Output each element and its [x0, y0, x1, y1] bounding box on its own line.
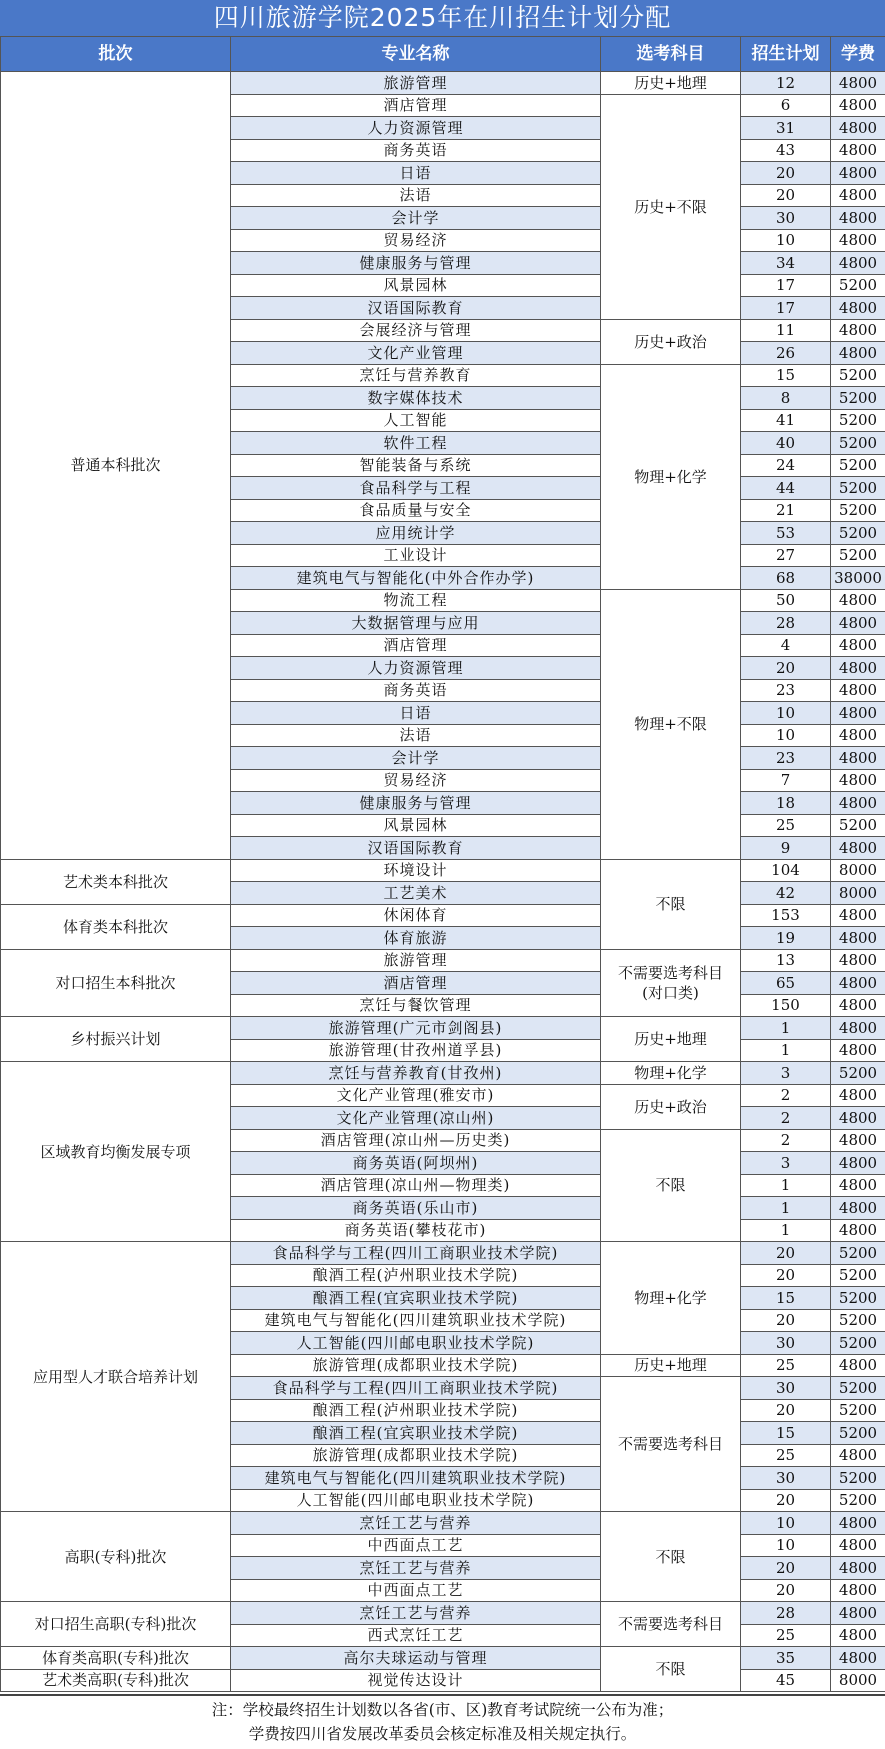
fee-cell: 4800 — [831, 1647, 885, 1670]
plan-cell: 31 — [741, 117, 831, 140]
subject-cell: 历史+政治 — [601, 1084, 741, 1129]
batch-cell: 对口招生高职(专科)批次 — [1, 1602, 231, 1647]
major-cell: 商务英语 — [231, 139, 601, 162]
major-cell: 建筑电气与智能化(四川建筑职业技术学院) — [231, 1309, 601, 1332]
fee-cell: 8000 — [831, 859, 885, 882]
fee-cell: 5200 — [831, 1377, 885, 1400]
plan-cell: 25 — [741, 1354, 831, 1377]
batch-cell: 对口招生本科批次 — [1, 949, 231, 1017]
plan-cell: 6 — [741, 94, 831, 117]
fee-cell: 5200 — [831, 1489, 885, 1512]
header-subject: 选考科目 — [601, 37, 741, 72]
plan-cell: 8 — [741, 387, 831, 410]
major-cell: 烹饪与营养教育 — [231, 364, 601, 387]
footnote — [0, 1694, 885, 1749]
fee-cell: 5200 — [831, 1399, 885, 1422]
fee-cell: 5200 — [831, 454, 885, 477]
major-cell: 智能装备与系统 — [231, 454, 601, 477]
fee-cell: 5200 — [831, 544, 885, 567]
plan-cell: 34 — [741, 252, 831, 275]
major-cell: 食品科学与工程(四川工商职业技术学院) — [231, 1242, 601, 1265]
fee-cell: 4800 — [831, 117, 885, 140]
fee-cell: 4800 — [831, 927, 885, 950]
major-cell: 旅游管理(广元市剑阁县) — [231, 1017, 601, 1040]
major-cell: 会展经济与管理 — [231, 319, 601, 342]
table-row — [1, 1647, 885, 1670]
plan-cell: 1 — [741, 1017, 831, 1040]
subject-cell: 不限 — [601, 1512, 741, 1602]
subject-cell: 不需要选考科目 — [601, 1602, 741, 1647]
plan-cell: 40 — [741, 432, 831, 455]
major-cell: 旅游管理(甘孜州道孚县) — [231, 1039, 601, 1062]
batch-cell: 乡村振兴计划 — [1, 1017, 231, 1062]
plan-cell: 4 — [741, 634, 831, 657]
major-cell: 健康服务与管理 — [231, 792, 601, 815]
major-cell: 环境设计 — [231, 859, 601, 882]
major-cell: 酒店管理 — [231, 972, 601, 995]
fee-cell: 4800 — [831, 747, 885, 770]
plan-cell: 65 — [741, 972, 831, 995]
subject-cell: 不限 — [601, 1129, 741, 1242]
major-cell: 数字媒体技术 — [231, 387, 601, 410]
fee-cell: 4800 — [831, 1602, 885, 1625]
header-major: 专业名称 — [231, 37, 601, 72]
batch-cell: 高职(专科)批次 — [1, 1512, 231, 1602]
fee-cell: 4800 — [831, 1444, 885, 1467]
plan-cell: 28 — [741, 1602, 831, 1625]
major-cell: 食品质量与安全 — [231, 499, 601, 522]
plan-cell: 15 — [741, 1422, 831, 1445]
fee-cell: 4800 — [831, 1084, 885, 1107]
major-cell: 物流工程 — [231, 589, 601, 612]
plan-cell: 27 — [741, 544, 831, 567]
subject-cell: 历史+不限 — [601, 94, 741, 319]
fee-cell: 4800 — [831, 1512, 885, 1535]
plan-cell: 42 — [741, 882, 831, 905]
enrollment-plan-table — [0, 36, 885, 1692]
subject-cell: 历史+政治 — [601, 319, 741, 364]
fee-cell: 5200 — [831, 1467, 885, 1490]
plan-cell: 25 — [741, 1624, 831, 1647]
major-cell: 文化产业管理 — [231, 342, 601, 365]
major-cell: 人力资源管理 — [231, 657, 601, 680]
major-cell: 酿酒工程(泸州职业技术学院) — [231, 1399, 601, 1422]
plan-cell: 30 — [741, 1332, 831, 1355]
fee-cell: 5200 — [831, 387, 885, 410]
fee-cell: 4800 — [831, 1624, 885, 1647]
fee-cell: 5200 — [831, 1287, 885, 1310]
plan-cell: 20 — [741, 184, 831, 207]
major-cell: 烹饪与餐饮管理 — [231, 994, 601, 1017]
table-row — [1, 1062, 885, 1085]
plan-cell: 20 — [741, 1242, 831, 1265]
plan-cell: 1 — [741, 1174, 831, 1197]
major-cell: 商务英语(阿坝州) — [231, 1152, 601, 1175]
plan-cell: 1 — [741, 1197, 831, 1220]
major-cell: 汉语国际教育 — [231, 297, 601, 320]
plan-cell: 9 — [741, 837, 831, 860]
plan-cell: 2 — [741, 1084, 831, 1107]
plan-cell: 2 — [741, 1129, 831, 1152]
plan-cell: 25 — [741, 1444, 831, 1467]
fee-cell: 5200 — [831, 409, 885, 432]
major-cell: 酒店管理 — [231, 94, 601, 117]
fee-cell: 4800 — [831, 702, 885, 725]
major-cell: 法语 — [231, 184, 601, 207]
plan-cell: 18 — [741, 792, 831, 815]
major-cell: 烹饪与营养教育(甘孜州) — [231, 1062, 601, 1085]
plan-cell: 10 — [741, 1534, 831, 1557]
fee-cell: 4800 — [831, 1152, 885, 1175]
plan-cell: 23 — [741, 679, 831, 702]
batch-cell: 艺术类本科批次 — [1, 859, 231, 904]
fee-cell: 4800 — [831, 207, 885, 230]
fee-cell: 4800 — [831, 724, 885, 747]
subject-cell: 历史+地理 — [601, 1017, 741, 1062]
fee-cell: 4800 — [831, 229, 885, 252]
plan-cell: 30 — [741, 1467, 831, 1490]
plan-cell: 10 — [741, 702, 831, 725]
fee-cell: 5200 — [831, 1242, 885, 1265]
plan-cell: 11 — [741, 319, 831, 342]
fee-cell: 5200 — [831, 522, 885, 545]
fee-cell: 38000 — [831, 567, 885, 590]
fee-cell: 4800 — [831, 342, 885, 365]
page-title: 四川旅游学院2025年在川招生计划分配 — [0, 0, 885, 36]
plan-cell: 20 — [741, 162, 831, 185]
plan-cell: 30 — [741, 1377, 831, 1400]
plan-cell: 24 — [741, 454, 831, 477]
footnote-line-2: 学费按四川省发展改革委员会核定标准及相关规定执行。 — [0, 1722, 885, 1746]
fee-cell: 5200 — [831, 477, 885, 500]
fee-cell: 4800 — [831, 297, 885, 320]
major-cell: 人工智能(四川邮电职业技术学院) — [231, 1332, 601, 1355]
fee-cell: 5200 — [831, 814, 885, 837]
table-header-row — [1, 37, 885, 72]
major-cell: 会计学 — [231, 747, 601, 770]
plan-cell: 153 — [741, 904, 831, 927]
plan-cell: 44 — [741, 477, 831, 500]
major-cell: 酿酒工程(泸州职业技术学院) — [231, 1264, 601, 1287]
subject-cell: 历史+地理 — [601, 1354, 741, 1377]
fee-cell: 4800 — [831, 679, 885, 702]
major-cell: 汉语国际教育 — [231, 837, 601, 860]
batch-cell: 应用型人才联合培养计划 — [1, 1242, 231, 1512]
fee-cell: 4800 — [831, 1039, 885, 1062]
plan-cell: 28 — [741, 612, 831, 635]
fee-cell: 5200 — [831, 432, 885, 455]
major-cell: 大数据管理与应用 — [231, 612, 601, 635]
fee-cell: 4800 — [831, 1129, 885, 1152]
subject-cell: 物理+化学 — [601, 1242, 741, 1355]
subject-cell: 不需要选考科目 (对口类) — [601, 949, 741, 1017]
major-cell: 烹饪工艺与营养 — [231, 1512, 601, 1535]
fee-cell: 4800 — [831, 612, 885, 635]
major-cell: 人工智能(四川邮电职业技术学院) — [231, 1489, 601, 1512]
fee-cell: 4800 — [831, 994, 885, 1017]
plan-cell: 26 — [741, 342, 831, 365]
major-cell: 旅游管理(成都职业技术学院) — [231, 1354, 601, 1377]
fee-cell: 5200 — [831, 364, 885, 387]
fee-cell: 5200 — [831, 1062, 885, 1085]
table-row — [1, 1512, 885, 1535]
major-cell: 日语 — [231, 162, 601, 185]
plan-cell: 20 — [741, 1309, 831, 1332]
fee-cell: 4800 — [831, 1354, 885, 1377]
plan-cell: 50 — [741, 589, 831, 612]
fee-cell: 5200 — [831, 1332, 885, 1355]
plan-cell: 23 — [741, 747, 831, 770]
plan-cell: 3 — [741, 1152, 831, 1175]
plan-cell: 35 — [741, 1647, 831, 1670]
major-cell: 烹饪工艺与营养 — [231, 1557, 601, 1580]
major-cell: 中西面点工艺 — [231, 1579, 601, 1602]
major-cell: 西式烹饪工艺 — [231, 1624, 601, 1647]
table-row — [1, 859, 885, 882]
fee-cell: 8000 — [831, 882, 885, 905]
plan-cell: 45 — [741, 1669, 831, 1692]
fee-cell: 4800 — [831, 1534, 885, 1557]
major-cell: 商务英语(攀枝花市) — [231, 1219, 601, 1242]
fee-cell: 8000 — [831, 1669, 885, 1692]
major-cell: 休闲体育 — [231, 904, 601, 927]
subject-cell: 历史+地理 — [601, 72, 741, 95]
fee-cell: 4800 — [831, 792, 885, 815]
table-row — [1, 1017, 885, 1040]
plan-cell: 17 — [741, 297, 831, 320]
major-cell: 旅游管理 — [231, 72, 601, 95]
fee-cell: 4800 — [831, 252, 885, 275]
fee-cell: 5200 — [831, 499, 885, 522]
fee-cell: 5200 — [831, 274, 885, 297]
plan-cell: 10 — [741, 724, 831, 747]
major-cell: 体育旅游 — [231, 927, 601, 950]
major-cell: 人工智能 — [231, 409, 601, 432]
fee-cell: 4800 — [831, 184, 885, 207]
fee-cell: 4800 — [831, 1107, 885, 1130]
header-plan: 招生计划 — [741, 37, 831, 72]
plan-cell: 43 — [741, 139, 831, 162]
major-cell: 工艺美术 — [231, 882, 601, 905]
fee-cell: 4800 — [831, 904, 885, 927]
plan-cell: 13 — [741, 949, 831, 972]
plan-cell: 21 — [741, 499, 831, 522]
major-cell: 商务英语(乐山市) — [231, 1197, 601, 1220]
fee-cell: 4800 — [831, 972, 885, 995]
major-cell: 人力资源管理 — [231, 117, 601, 140]
fee-cell: 4800 — [831, 837, 885, 860]
plan-cell: 1 — [741, 1039, 831, 1062]
major-cell: 食品科学与工程(四川工商职业技术学院) — [231, 1377, 601, 1400]
major-cell: 文化产业管理(凉山州) — [231, 1107, 601, 1130]
batch-cell: 体育类高职(专科)批次 — [1, 1647, 231, 1670]
plan-cell: 19 — [741, 927, 831, 950]
major-cell: 会计学 — [231, 207, 601, 230]
table-body — [1, 72, 885, 1692]
plan-cell: 150 — [741, 994, 831, 1017]
major-cell: 旅游管理(成都职业技术学院) — [231, 1444, 601, 1467]
plan-cell: 1 — [741, 1219, 831, 1242]
subject-cell: 不限 — [601, 859, 741, 949]
major-cell: 烹饪工艺与营养 — [231, 1602, 601, 1625]
major-cell: 酒店管理 — [231, 634, 601, 657]
fee-cell: 4800 — [831, 949, 885, 972]
major-cell: 贸易经济 — [231, 229, 601, 252]
fee-cell: 4800 — [831, 1174, 885, 1197]
major-cell: 应用统计学 — [231, 522, 601, 545]
fee-cell: 4800 — [831, 94, 885, 117]
major-cell: 酒店管理(凉山州—物理类) — [231, 1174, 601, 1197]
batch-cell: 体育类本科批次 — [1, 904, 231, 949]
batch-cell: 艺术类高职(专科)批次 — [1, 1669, 231, 1692]
plan-cell: 2 — [741, 1107, 831, 1130]
fee-cell: 4800 — [831, 1197, 885, 1220]
major-cell: 风景园林 — [231, 814, 601, 837]
plan-cell: 10 — [741, 229, 831, 252]
plan-cell: 20 — [741, 1579, 831, 1602]
major-cell: 食品科学与工程 — [231, 477, 601, 500]
fee-cell: 4800 — [831, 657, 885, 680]
plan-cell: 104 — [741, 859, 831, 882]
major-cell: 建筑电气与智能化(中外合作办学) — [231, 567, 601, 590]
subject-cell: 不需要选考科目 — [601, 1377, 741, 1512]
table-row — [1, 904, 885, 927]
major-cell: 酿酒工程(宜宾职业技术学院) — [231, 1422, 601, 1445]
plan-cell: 10 — [741, 1512, 831, 1535]
fee-cell: 4800 — [831, 1579, 885, 1602]
major-cell: 健康服务与管理 — [231, 252, 601, 275]
fee-cell: 5200 — [831, 1422, 885, 1445]
fee-cell: 4800 — [831, 72, 885, 95]
major-cell: 工业设计 — [231, 544, 601, 567]
footnote-line-1: 注：学校最终招生计划数以各省(市、区)教育考试院统一公布为准； — [0, 1698, 885, 1722]
major-cell: 酒店管理(凉山州—历史类) — [231, 1129, 601, 1152]
major-cell: 视觉传达设计 — [231, 1669, 601, 1692]
major-cell: 风景园林 — [231, 274, 601, 297]
major-cell: 贸易经济 — [231, 769, 601, 792]
plan-cell: 17 — [741, 274, 831, 297]
header-fee: 学费 — [831, 37, 885, 72]
major-cell: 软件工程 — [231, 432, 601, 455]
batch-cell: 区域教育均衡发展专项 — [1, 1062, 231, 1242]
plan-cell: 41 — [741, 409, 831, 432]
major-cell: 文化产业管理(雅安市) — [231, 1084, 601, 1107]
major-cell: 酿酒工程(宜宾职业技术学院) — [231, 1287, 601, 1310]
major-cell: 旅游管理 — [231, 949, 601, 972]
major-cell: 中西面点工艺 — [231, 1534, 601, 1557]
major-cell: 高尔夫球运动与管理 — [231, 1647, 601, 1670]
fee-cell: 4800 — [831, 589, 885, 612]
table-row — [1, 949, 885, 972]
plan-cell: 20 — [741, 1557, 831, 1580]
major-cell: 日语 — [231, 702, 601, 725]
plan-cell: 20 — [741, 1264, 831, 1287]
table-row — [1, 72, 885, 95]
plan-cell: 53 — [741, 522, 831, 545]
plan-cell: 20 — [741, 657, 831, 680]
major-cell: 建筑电气与智能化(四川建筑职业技术学院) — [231, 1467, 601, 1490]
plan-cell: 68 — [741, 567, 831, 590]
header-batch: 批次 — [1, 37, 231, 72]
fee-cell: 4800 — [831, 319, 885, 342]
subject-cell: 物理+化学 — [601, 1062, 741, 1085]
major-cell: 商务英语 — [231, 679, 601, 702]
subject-cell: 不限 — [601, 1647, 741, 1692]
fee-cell: 5200 — [831, 1309, 885, 1332]
major-cell: 法语 — [231, 724, 601, 747]
subject-cell: 物理+化学 — [601, 364, 741, 589]
fee-cell: 4800 — [831, 1017, 885, 1040]
fee-cell: 4800 — [831, 634, 885, 657]
fee-cell: 4800 — [831, 139, 885, 162]
plan-cell: 25 — [741, 814, 831, 837]
plan-cell: 20 — [741, 1399, 831, 1422]
fee-cell: 4800 — [831, 1557, 885, 1580]
plan-cell: 15 — [741, 1287, 831, 1310]
fee-cell: 4800 — [831, 162, 885, 185]
plan-cell: 20 — [741, 1489, 831, 1512]
table-row — [1, 1669, 885, 1692]
plan-cell: 15 — [741, 364, 831, 387]
fee-cell: 4800 — [831, 769, 885, 792]
plan-cell: 7 — [741, 769, 831, 792]
table-row — [1, 1242, 885, 1265]
fee-cell: 5200 — [831, 1264, 885, 1287]
table-row — [1, 1602, 885, 1625]
subject-cell: 物理+不限 — [601, 589, 741, 859]
plan-cell: 3 — [741, 1062, 831, 1085]
plan-cell: 12 — [741, 72, 831, 95]
fee-cell: 4800 — [831, 1219, 885, 1242]
plan-cell: 30 — [741, 207, 831, 230]
batch-cell: 普通本科批次 — [1, 72, 231, 860]
